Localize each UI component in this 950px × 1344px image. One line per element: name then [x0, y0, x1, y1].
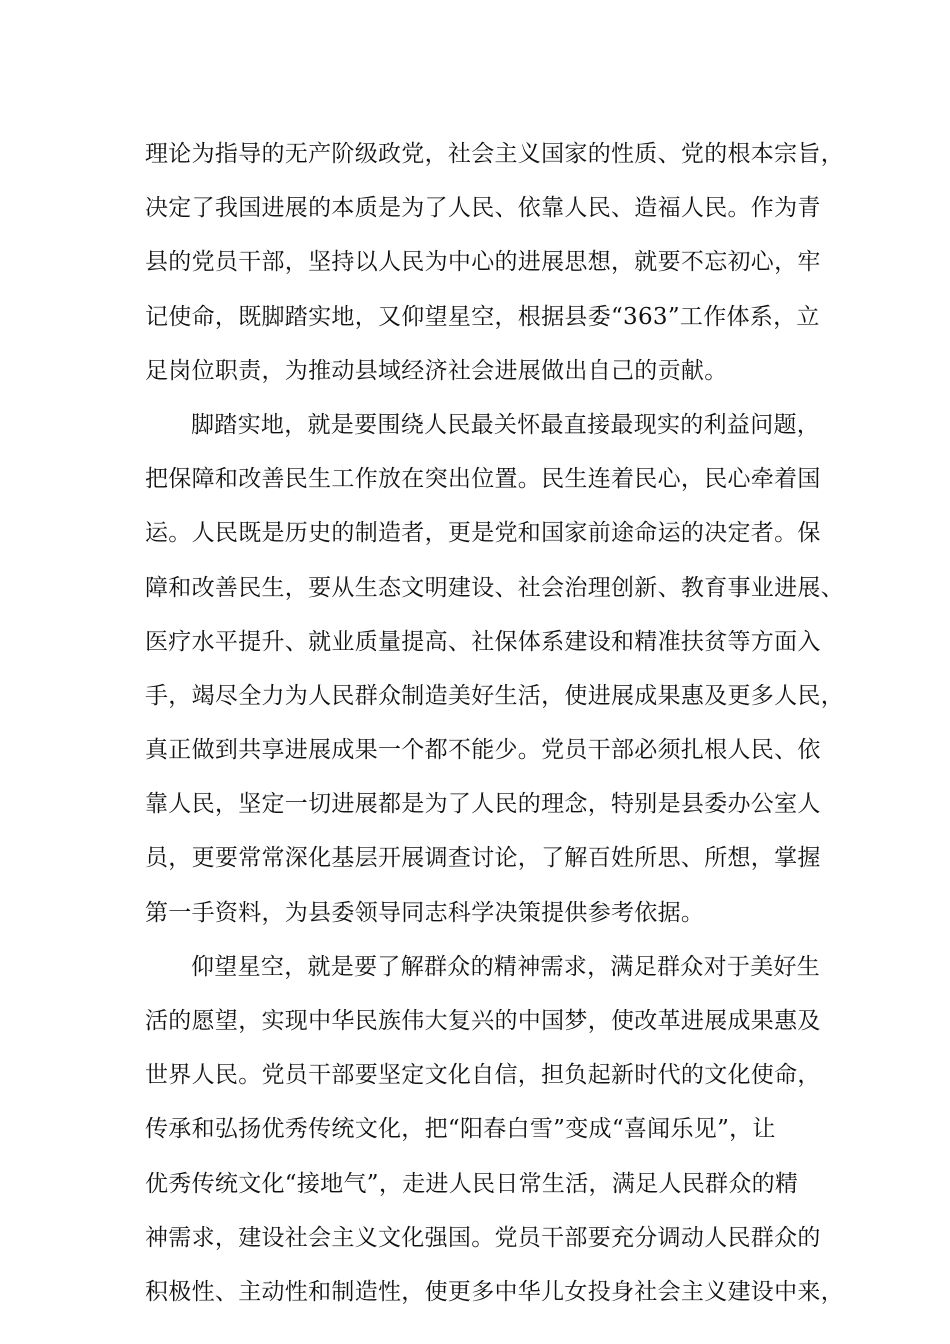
- text-line: 记使命，既脚踏实地，又仰望星空，根据县委“363”工作体系，立: [145, 303, 820, 330]
- text-line: 县的党员干部，坚持以人民为中心的进展思想，就要不忘初心，牢: [145, 249, 821, 276]
- paragraph-2: [145, 398, 844, 940]
- text-line: 世界人民。党员干部要坚定文化自信，担负起新时代的文化使命，: [145, 1062, 821, 1089]
- text-line: 足岗位职责，为推动县域经济社会进展做出自己的贡献。: [145, 357, 728, 384]
- text-line: 员，更要常常深化基层开展调查讨论，了解百姓所思、所想，掌握: [145, 845, 821, 872]
- paragraph-3: [145, 940, 844, 1319]
- text-line: 仰望星空，就是要了解群众的精神需求，满足群众对于美好生: [191, 953, 821, 980]
- text-line: 活的愿望，实现中华民族伟大复兴的中国梦，使改革进展成果惠及: [145, 1008, 821, 1034]
- text-line: 理论为指导的无产阶级政党，社会主义国家的性质、党的根本宗旨，: [145, 141, 844, 167]
- text-line: 运。人民既是历史的制造者，更是党和国家前途命运的决定者。保: [145, 520, 821, 547]
- paragraph-1: [145, 127, 844, 398]
- text-line: 优秀传统文化“接地气”，走进人民日常生活，满足人民群众的精: [145, 1170, 799, 1197]
- text-line: 脚踏实地，就是要围绕人民最关怀最直接最现实的利益问题，: [191, 411, 821, 438]
- text-line: 神需求，建设社会主义文化强国。党员干部要充分调动人民群众的: [145, 1224, 821, 1251]
- text-line: 第一手资料，为县委领导同志科学决策提供参考依据。: [145, 899, 705, 926]
- text-line: 靠人民，坚定一切进展都是为了人民的理念，特别是县委办公室人: [145, 791, 821, 818]
- text-line: 医疗水平提升、就业质量提高、社保体系建设和精准扶贫等方面入: [145, 628, 821, 655]
- text-line: 障和改善民生，要从生态文明建设、社会治理创新、教育事业进展、: [145, 574, 844, 601]
- text-line: 传承和弘扬优秀传统文化，把“阳春白雪”变成“喜闻乐见”，让: [145, 1116, 776, 1143]
- text-line: 把保障和改善民生工作放在突出位置。民生连着民心，民心牵着国: [145, 466, 821, 493]
- text-line: 手，竭尽全力为人民群众制造美好生活，使进展成果惠及更多人民，: [145, 682, 844, 709]
- text-line: 积极性、主动性和制造性，使更多中华儿女投身社会主义建设中来，: [145, 1278, 844, 1305]
- text-line: 决定了我国进展的本质是为了人民、依靠人民、造福人民。作为青: [145, 195, 821, 222]
- body-text: [145, 127, 844, 1319]
- text-line: 真正做到共享进展成果一个都不能少。党员干部必须扎根人民、依: [145, 737, 821, 764]
